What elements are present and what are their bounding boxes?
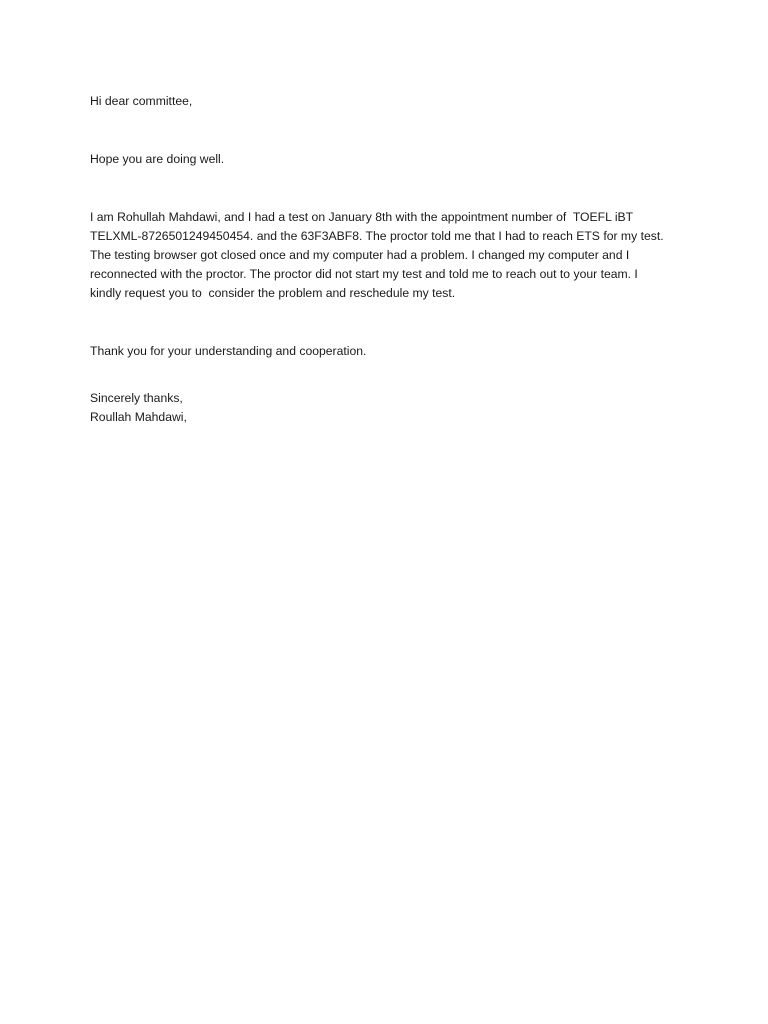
body-line: kindly request you to consider the problem and reschedule my test.	[90, 286, 456, 300]
opening-line: Hope you are doing well.	[90, 152, 225, 166]
greeting-line: Hi dear committee,	[90, 94, 193, 108]
body-line: I am Rohullah Mahdawi, and I had a test on January 8th with the appointment number of TOEFL iBT	[90, 210, 634, 224]
closing-line: Sincerely thanks,	[90, 391, 183, 405]
body-line: The testing browser got closed once and my computer had a problem. I changed my computer and I	[90, 248, 630, 262]
body-paragraph	[90, 208, 690, 303]
thanks-line: Thank you for your understanding and cooperation.	[90, 344, 367, 358]
signature-line: Roullah Mahdawi,	[90, 410, 187, 424]
body-line: reconnected with the proctor. The proctor did not start my test and told me to reach out to your team. I	[90, 267, 638, 281]
body-line: TELXML-8726501249450454. and the 63F3ABF8. The proctor told me that I had to reach ETS for my test.	[90, 229, 664, 243]
